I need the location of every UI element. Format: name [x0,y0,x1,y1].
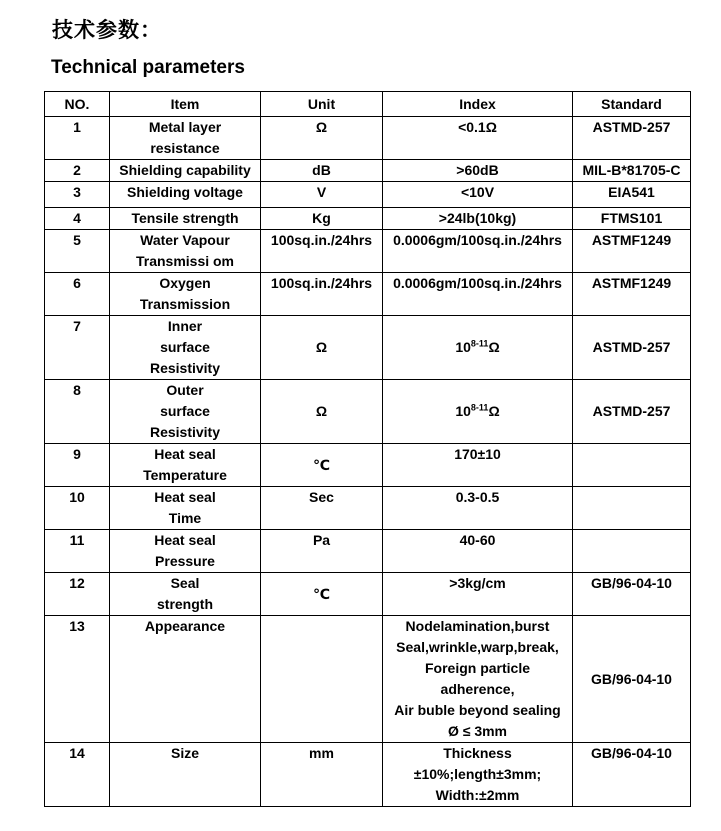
table-row [45,743,691,807]
table-row [45,573,691,616]
index-value [385,401,570,422]
cell-standard: ASTMF1249 [573,230,691,273]
cell-unit: ℃ [261,444,383,487]
cell-standard: FTMS101 [573,208,691,230]
cell-index [383,487,573,530]
chinese-title: 技术参数： [52,18,162,42]
cell-unit [261,616,383,743]
cell-unit: Pa [261,530,383,573]
index-line: >60dB [456,162,499,178]
cell-item [110,230,261,273]
table-row [45,208,691,230]
cell-item [110,444,261,487]
index-line: ±10%;length±3mm; [413,766,542,782]
cell-index [383,160,573,182]
cell-index [383,273,573,316]
index-line: Seal,wrinkle,warp,break, [396,639,559,655]
item-line: resistance [150,140,220,156]
table-row [45,380,691,444]
cell-standard: GB/96-04-10 [573,743,691,807]
item-line: Temperature [143,467,227,483]
index-line: 170±10 [454,446,501,462]
index-line: adherence, [440,681,515,697]
cell-no: 4 [45,208,110,230]
header-index: Index [383,92,573,117]
cell-standard: EIA541 [573,182,691,208]
item-line: strength [157,596,213,612]
table-row [45,182,691,208]
item-line: Pressure [155,553,215,569]
index-line: Nodelamination,burst [405,618,550,634]
item-line: Resistivity [149,424,221,440]
index-line: >24lb(10kg) [438,210,517,226]
cell-no: 6 [45,273,110,316]
item-line: Metal layer [148,119,222,135]
item-line: Shielding voltage [127,184,243,200]
cell-index [383,616,573,743]
cell-unit: Sec [261,487,383,530]
header-unit: Unit [261,92,383,117]
cell-no: 8 [45,380,110,444]
index-line: Width:±2mm [435,787,520,803]
cell-standard: MIL-B*81705-C [573,160,691,182]
index-line: <0.1Ω [458,119,497,135]
table-row [45,616,691,743]
index-line: 0.0006gm/100sq.in./24hrs [393,275,562,291]
index-line: <10V [460,184,495,200]
cell-unit: 100sq.in./24hrs [261,230,383,273]
cell-unit: V [261,182,383,208]
cell-item [110,182,261,208]
cell-no: 9 [45,444,110,487]
cell-index [383,743,573,807]
item-line: Size [170,745,199,761]
cell-item [110,208,261,230]
cell-index [383,444,573,487]
cell-unit: dB [261,160,383,182]
item-line: Outer [166,382,204,398]
item-line: Resistivity [149,360,221,376]
cell-item [110,487,261,530]
cell-index [383,208,573,230]
cell-no: 1 [45,117,110,160]
index-unit: Ω [488,339,500,355]
cell-item [110,616,261,743]
index-value [385,337,570,358]
index-line: 40-60 [459,532,496,548]
cell-standard: ASTMF1249 [573,273,691,316]
table-row [45,530,691,573]
table-row [45,230,691,273]
cell-standard: GB/96-04-10 [573,616,691,743]
cell-item [110,573,261,616]
item-line: Heat seal [154,489,216,505]
cell-standard [573,444,691,487]
cell-unit: Kg [261,208,383,230]
cell-index [383,316,573,380]
item-line: Heat seal [154,446,216,462]
cell-item [110,160,261,182]
index-base: 10 [455,403,471,419]
header-standard: Standard [573,92,691,117]
cell-index [383,117,573,160]
cell-no: 5 [45,230,110,273]
index-exponent: 8-11 [470,338,489,349]
item-line: Heat seal [154,532,216,548]
item-line: Shielding capability [119,162,251,178]
table-row [45,487,691,530]
cell-index [383,530,573,573]
table-header-row [45,92,691,117]
cell-standard [573,530,691,573]
item-line: surface [160,403,210,419]
cell-index [383,380,573,444]
cell-index [383,573,573,616]
cell-item [110,117,261,160]
item-line: surface [160,339,210,355]
cell-no: 12 [45,573,110,616]
index-exponent: 8-11 [470,402,489,413]
cell-no: 11 [45,530,110,573]
cell-standard: ASTMD-257 [573,316,691,380]
index-line: Air buble beyond sealing [394,702,561,718]
index-line: >3kg/cm [449,575,506,591]
cell-item [110,316,261,380]
item-line: Transmissi om [135,253,235,269]
item-line: Transmission [139,296,231,312]
header-item: Item [110,92,261,117]
parameters-table [44,91,691,807]
cell-no: 7 [45,316,110,380]
cell-unit: Ω [261,380,383,444]
index-line: 0.0006gm/100sq.in./24hrs [393,232,562,248]
english-title: Technical parameters [51,57,245,78]
cell-no: 14 [45,743,110,807]
cell-unit: mm [261,743,383,807]
index-line: Foreign particle [424,660,531,676]
index-line: Thickness [443,745,512,761]
cell-standard: ASTMD-257 [573,380,691,444]
table-row [45,273,691,316]
header-no: NO. [45,92,110,117]
table-row [45,316,691,380]
cell-standard: ASTMD-257 [573,117,691,160]
cell-no: 10 [45,487,110,530]
cell-item [110,380,261,444]
item-line: Tensile strength [131,210,239,226]
table-row [45,160,691,182]
item-line: Oxygen [159,275,211,291]
table-row [45,444,691,487]
cell-standard: GB/96-04-10 [573,573,691,616]
item-line: Time [168,510,202,526]
index-line: 0.3-0.5 [455,489,500,505]
cell-unit: Ω [261,117,383,160]
table-row [45,117,691,160]
index-line: Ø ≤ 3mm [447,723,508,739]
item-line: Appearance [144,618,226,634]
item-line: Seal [170,575,200,591]
item-line: Water Vapour [140,232,230,248]
cell-item [110,273,261,316]
cell-no: 13 [45,616,110,743]
table-body [45,117,691,807]
cell-standard [573,487,691,530]
item-line: Inner [167,318,203,334]
cell-item [110,743,261,807]
index-unit: Ω [488,403,500,419]
index-base: 10 [455,339,471,355]
cell-unit: 100sq.in./24hrs [261,273,383,316]
cell-index [383,182,573,208]
cell-unit: ℃ [261,573,383,616]
cell-item [110,530,261,573]
cell-unit: Ω [261,316,383,380]
cell-no: 3 [45,182,110,208]
cell-index [383,230,573,273]
cell-no: 2 [45,160,110,182]
